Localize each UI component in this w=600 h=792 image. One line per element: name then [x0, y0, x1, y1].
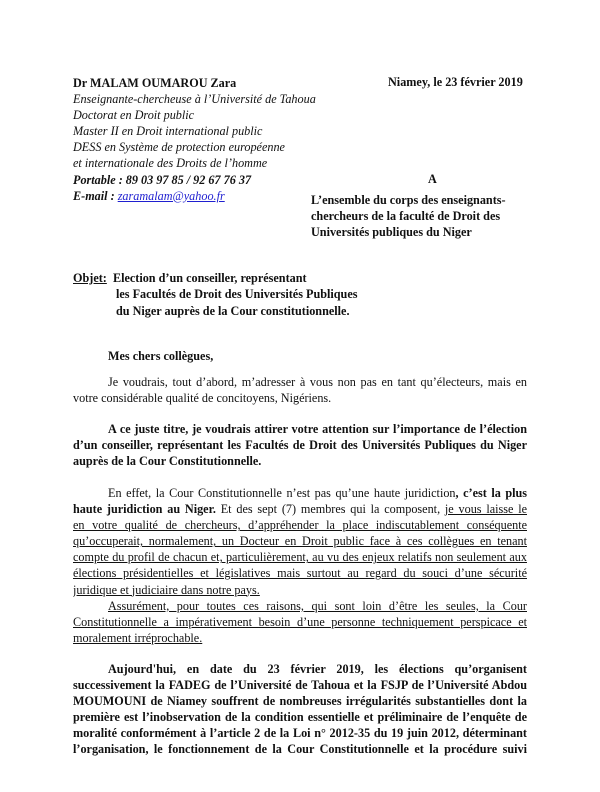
paragraph-line: moralité conformément à l’article 2 de la Loi n° 2012-35 du 19 juin 2012, déterminant [73, 726, 527, 741]
paragraph-fragment-bold: , c’est la plus [455, 486, 527, 500]
paragraph-fragment-underlined: je vous laisse le [444, 502, 527, 517]
sender-email-link[interactable]: zaramalam@yahoo.fr [117, 188, 225, 203]
paragraph-line: en votre qualité de chercheurs, d’appréhender la place indiscutablement conséquente [73, 518, 527, 533]
sender-name: Dr MALAM OUMAROU Zara [73, 76, 237, 90]
recipient-block [311, 192, 506, 240]
paragraph-line: MOUMOUNI de Niamey souffrent de nombreuses irrégularités substantielles dont la [73, 694, 527, 709]
paragraph-4 [73, 598, 527, 646]
paragraph-3 [73, 485, 527, 598]
sender-block [73, 75, 316, 204]
salutation: Mes chers collègues, [108, 349, 214, 363]
sender-title: Enseignante-chercheuse à l’Université de Tahoua [73, 92, 316, 107]
sender-degree-dess-cont: et internationale des Droits de l’homme [73, 156, 268, 171]
recipient-line: chercheurs de la faculté de Droit des [311, 209, 501, 223]
paragraph-line: Assurément, pour toutes ces raisons, qui sont loin d’être les seules, la Cour [108, 599, 527, 613]
sender-email-line [73, 188, 316, 204]
sender-degree-doctorat: Doctorat en Droit public [73, 108, 195, 123]
recipient-line: L’ensemble du corps des enseignants- [311, 193, 506, 207]
paragraph-line: auprès de la Cour Constitutionnelle. [73, 454, 262, 469]
paragraph-line: l’organisation, le fonctionnement de la Cour Constitutionnelle et la procédure suivi [73, 742, 527, 757]
paragraph-line: moralement irréprochable. [73, 631, 203, 646]
paragraph-1 [73, 374, 527, 406]
paragraph-line: juridique et judiciaire dans notre pays. [73, 582, 260, 597]
paragraph-fragment: En effet, la Cour Constitutionnelle n’est pas qu’une haute juridiction [108, 486, 456, 500]
paragraph-line: première est l’inobservation de la condition essentielle et préliminaire de l’enquête de [73, 710, 527, 725]
paragraph-line [73, 501, 527, 517]
recipient-line: Universités publiques du Niger [311, 225, 472, 239]
sender-degree-master: Master II en Droit international public [73, 124, 263, 139]
recipient-prefix: A [428, 172, 437, 186]
paragraph-line: qu’occuperait, normalement, un Docteur en Droit public face à ces collègues en tenant [73, 534, 527, 549]
date-line: Niamey, le 23 février 2019 [388, 75, 523, 89]
paragraph-line: Aujourd'hui, en date du 23 février 2019, les élections qu’organisent [108, 662, 527, 676]
paragraph-line: A ce juste titre, je voudrais attirer votre attention sur l’importance de l’élection [108, 422, 527, 436]
subject-line: Election d’un conseiller, représentant [112, 271, 307, 285]
paragraph-5 [73, 661, 527, 758]
subject-line: les Facultés de Droit des Universités Publiques [116, 287, 358, 302]
sender-phone: Portable : 89 03 97 85 / 92 67 76 37 [73, 172, 252, 187]
subject-label: Objet: [73, 271, 107, 285]
paragraph-line: Je voudrais, tout d’abord, m’adresser à vous non pas en tant qu’électeurs, mais en [108, 375, 527, 389]
paragraph-fragment-bold: haute juridiction au Niger. [73, 502, 216, 517]
paragraph-line: compte du profil de chacun et, particulièrement, au vu des enjeux relatifs non seulement aux [73, 550, 527, 565]
paragraph-line: Constitutionnelle a impérativement besoin d’une personne techniquement perspicace et [73, 615, 527, 630]
paragraph-line: successivement la FADEG de l’Université de Tahoua et la FSJP de l’Université Abdou [73, 678, 527, 693]
paragraph-line: votre considérable qualité de concitoyens, Nigériens. [73, 391, 332, 406]
sender-email-label: E-mail : [73, 188, 118, 203]
paragraph-line [73, 485, 527, 501]
sender-degree-dess: DESS en Système de protection européenne [73, 140, 285, 155]
paragraph-line: élections présidentielles et législatives mais surtout au regard du souci d’une sécurité [73, 566, 527, 581]
paragraph-fragment: Et des sept (7) membres qui la composent, [215, 502, 445, 517]
subject-line: du Niger auprès de la Cour constitutionnelle. [116, 303, 350, 318]
paragraph-2 [73, 421, 527, 469]
subject-block [73, 270, 358, 319]
paragraph-line: d’un conseiller, représentant les Facultés de Droit des Universités Publiques du Niger [73, 438, 527, 453]
